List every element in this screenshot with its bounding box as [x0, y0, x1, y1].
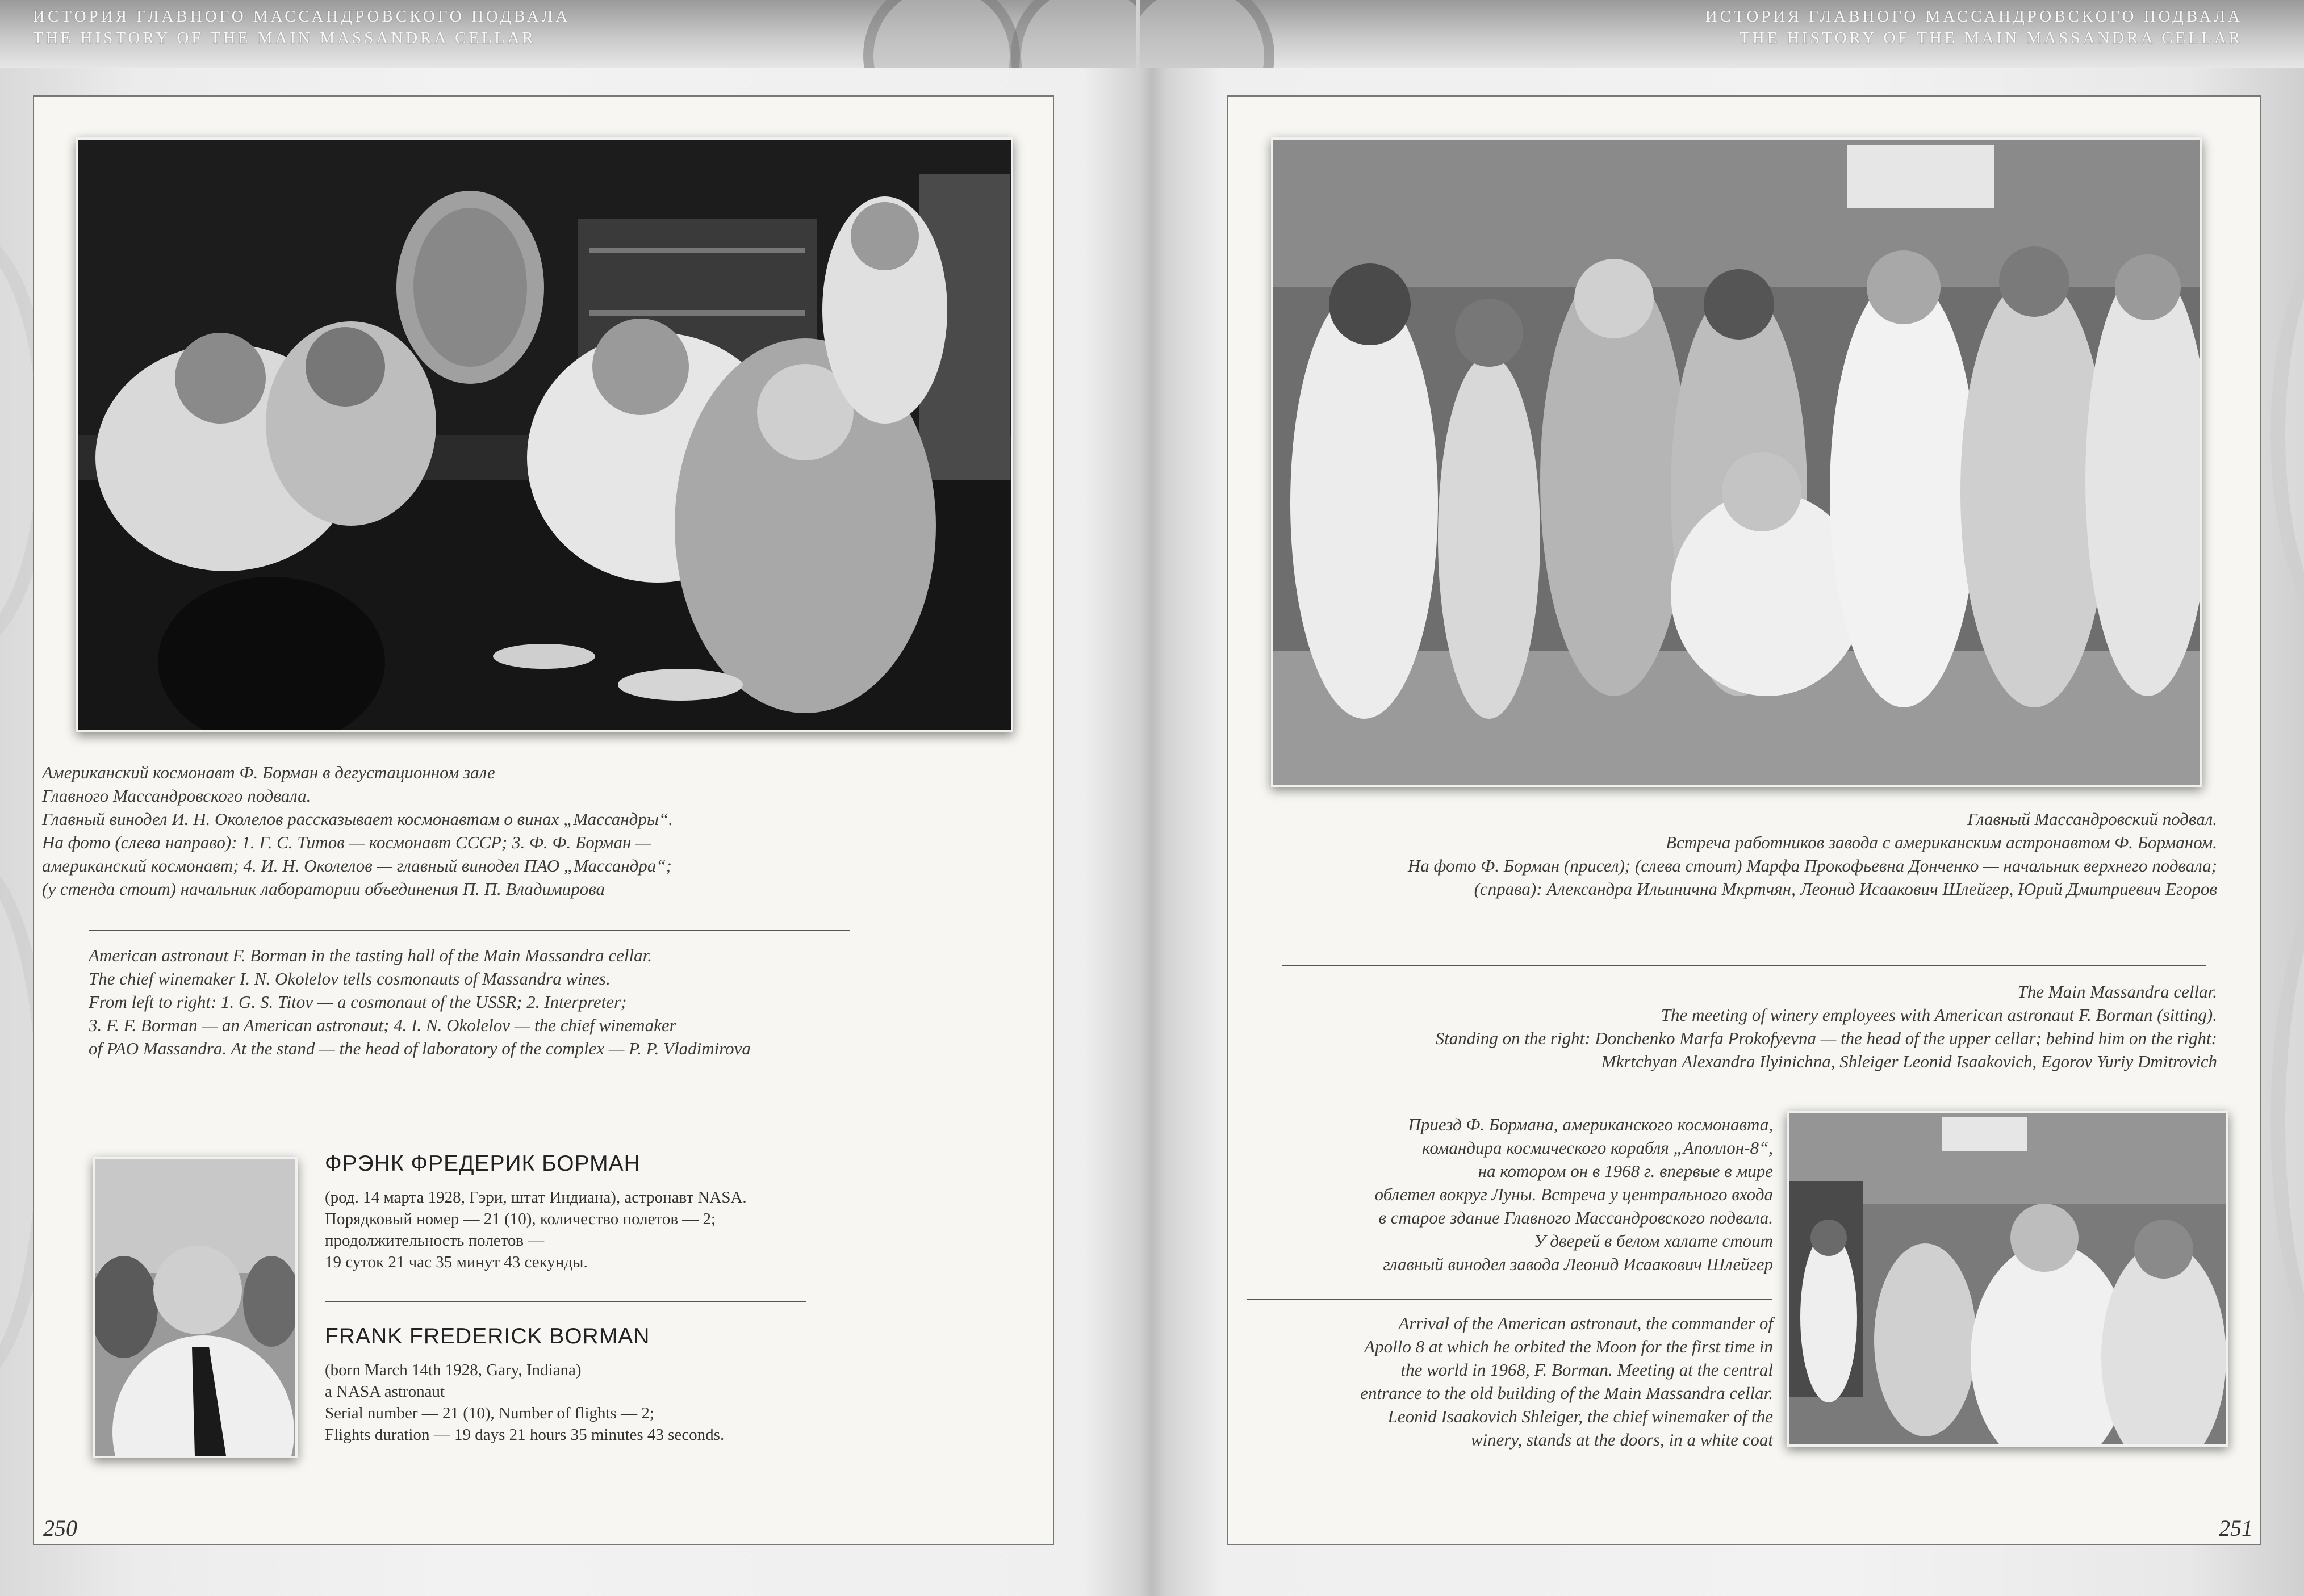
caption-line: У дверей в белом халате стоит	[1533, 1231, 1773, 1251]
page-number: 251	[2219, 1515, 2253, 1541]
header-ru: ИСТОРИЯ ГЛАВНОГО МАССАНДРОВСКОГО ПОДВАЛА	[1705, 7, 2243, 26]
caption-line: the world in 1968, F. Borman. Meeting at the central	[1400, 1360, 1773, 1380]
bio-line: Flights duration — 19 days 21 hours 35 minutes 43 seconds.	[325, 1426, 725, 1444]
bio-name-ru: ФРЭНК ФРЕДЕРИК БОРМАН	[325, 1151, 641, 1176]
caption-line: облетел вокруг Луны. Встреча у центрального входа	[1374, 1184, 1773, 1204]
caption-line: The Main Massandra cellar.	[2017, 982, 2217, 1002]
bio-line: (род. 14 марта 1928, Гэри, штат Индиана), астронавт NASA.	[325, 1188, 747, 1207]
bio-line: 19 суток 21 час 35 минут 43 секунды.	[325, 1253, 588, 1271]
photo-caption-ru	[1408, 807, 2217, 900]
bio-line: Порядковый номер — 21 (10), количество полетов — 2;	[325, 1210, 716, 1228]
caption-line: Apollo 8 at which he orbited the Moon for the first time in	[1364, 1337, 1773, 1356]
caption-divider	[1282, 965, 2206, 966]
header-en: THE HISTORY OF THE MAIN MASSANDRA CELLAR	[1740, 29, 2243, 47]
caption-line: (у стенда стоит) начальник лаборатории объединения П. П. Владимирова	[42, 879, 605, 899]
caption-line: на котором он в 1968 г. впервые в мире	[1478, 1161, 1773, 1181]
caption-line: of PAO Massandra. At the stand — the head of laboratory of the complex — P. P. Vladimirova	[89, 1038, 751, 1058]
caption-line: American astronaut F. Borman in the tasting hall of the Main Massandra cellar.	[89, 945, 652, 965]
caption-line: 3. F. F. Borman — an American astronaut; 4. I. N. Okolelov — the chief winemaker	[89, 1015, 676, 1035]
caption-line: главный винодел завода Леонид Исаакович Шлейгер	[1383, 1254, 1773, 1274]
caption-line: На фото (слева направо): 1. Г. С. Титов — космонавт СССР; 3. Ф. Ф. Борман —	[42, 832, 651, 852]
running-header	[1705, 6, 2243, 49]
caption-line: Встреча работников завода с американским астронавтом Ф. Борманом.	[1666, 832, 2217, 852]
bio-line: продолжительность полетов —	[325, 1231, 545, 1250]
barrel-decoration	[1140, 0, 1274, 68]
caption-line: Главный винодел И. Н. Околелов рассказывает космонавтам о винах „Массандры“.	[42, 809, 673, 829]
photo-caption-en	[89, 944, 751, 1060]
caption-line: entrance to the old building of the Main Massandra cellar.	[1360, 1383, 1773, 1403]
caption-line: The meeting of winery employees with American astronaut F. Borman (sitting).	[1661, 1005, 2217, 1025]
caption-line: Главный Массандровский подвал.	[1967, 809, 2217, 829]
caption-line: winery, stands at the doors, in a white coat	[1470, 1430, 1773, 1450]
caption-line: Приезд Ф. Бормана, американского космонавта,	[1408, 1115, 1773, 1134]
bio-text-en	[325, 1359, 724, 1446]
photo-caption-ru	[42, 761, 673, 900]
barrel-decoration	[863, 0, 1020, 68]
caption-line: Standing on the right: Donchenko Marfa Prokofyevna — the head of the upper cellar; behind him on the right:	[1435, 1028, 2217, 1048]
caption-line: Американский космонавт Ф. Борман в дегустационном зале	[42, 763, 495, 782]
caption-line: Leonid Isaakovich Shleiger, the chief winemaker of the	[1387, 1406, 1773, 1426]
caption-line: The chief winemaker I. N. Okolelov tells cosmonauts of Massandra wines.	[89, 969, 611, 988]
caption-line: в старое здание Главного Массандровского подвала.	[1378, 1208, 1773, 1228]
running-header	[33, 6, 570, 49]
tasting-hall-photo	[76, 137, 1013, 732]
caption-line: командира космического корабля „Аполлон-8“,	[1422, 1138, 1773, 1158]
photo-caption-en	[1436, 980, 2217, 1073]
arrival-caption-en	[1360, 1312, 1773, 1451]
borman-portrait	[93, 1157, 298, 1458]
bio-text-ru	[325, 1187, 747, 1273]
barrel-decoration	[2270, 852, 2304, 1392]
caption-line: Arrival of the American astronaut, the commander of	[1398, 1313, 1773, 1333]
bio-line: (born March 14th 1928, Gary, Indiana)	[325, 1361, 582, 1379]
header-ru: ИСТОРИЯ ГЛАВНОГО МАССАНДРОВСКОГО ПОДВАЛА	[33, 7, 571, 26]
caption-line: (справа): Александра Ильинична Мкртчян, Леонид Исаакович Шлейгер, Юрий Дмитриевич Егоров	[1474, 879, 2217, 899]
barrel-decoration	[2270, 216, 2304, 654]
page-frame	[33, 95, 1054, 1545]
arrival-photo	[1787, 1111, 2228, 1447]
header-en: THE HISTORY OF THE MAIN MASSANDRA CELLAR	[33, 29, 536, 47]
left-page	[0, 0, 1136, 1596]
bio-line: a NASA astronaut	[325, 1383, 445, 1401]
caption-line: Главного Массандровского подвала.	[42, 786, 311, 806]
page-frame	[1227, 95, 2261, 1545]
arrival-caption-ru	[1375, 1113, 1773, 1276]
caption-line: На фото Ф. Борман (присел); (слева стоит) Марфа Прокофьевна Донченко — начальник верхнего подвала;	[1407, 856, 2217, 876]
right-page	[1140, 0, 2304, 1596]
caption-line: From left to right: 1. G. S. Titov — a cosmonaut of the USSR; 2. Interpreter;	[89, 992, 627, 1012]
meeting-photo	[1271, 137, 2202, 787]
caption-divider	[1247, 1299, 1772, 1300]
caption-line: американский космонавт; 4. И. Н. Околелов — главный винодел ПАО „Массандра“;	[42, 856, 672, 876]
bio-divider	[325, 1301, 806, 1302]
page-number: 250	[43, 1515, 77, 1541]
barrel-decoration	[1011, 0, 1136, 68]
bio-name-en: FRANK FREDERICK BORMAN	[325, 1324, 650, 1348]
caption-divider	[89, 930, 850, 931]
bio-line: Serial number — 21 (10), Number of flights — 2;	[325, 1404, 654, 1422]
caption-line: Mkrtchyan Alexandra Ilyinichna, Shleiger Leonid Isaakovich, Egorov Yuriy Dmitrovich	[1601, 1052, 2217, 1071]
